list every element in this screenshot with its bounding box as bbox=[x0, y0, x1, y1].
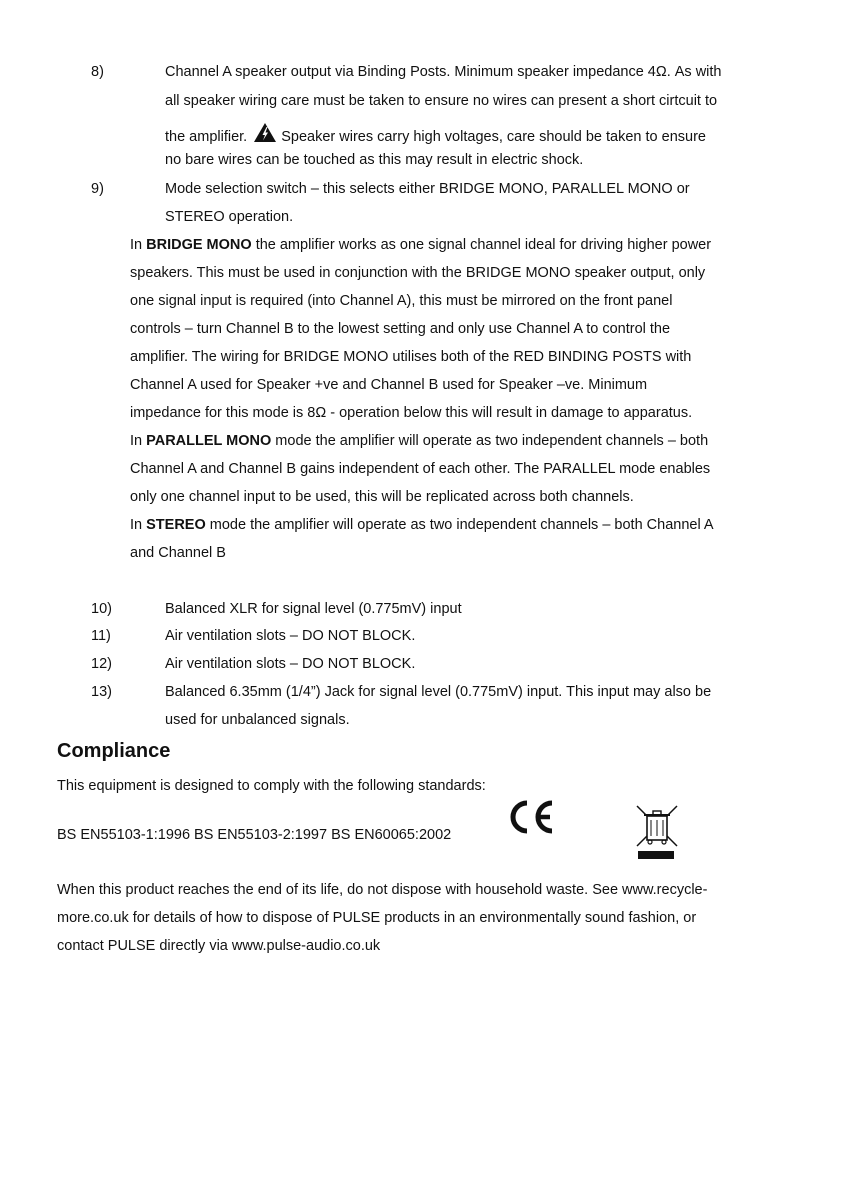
item-10-number: 10) bbox=[91, 601, 112, 617]
item-13-number: 13) bbox=[91, 684, 112, 700]
item-11-number: 11) bbox=[91, 628, 111, 644]
item-8-number: 8) bbox=[91, 64, 104, 80]
parallel-mono-term: PARALLEL MONO bbox=[146, 433, 272, 449]
item-12-number: 12) bbox=[91, 656, 112, 672]
parallel-mono-line-2: Channel A and Channel B gains independent of each other. The PARALLEL mode enables bbox=[130, 461, 711, 477]
bridge-mono-line-6: Channel A used for Speaker +ve and Channel B used for Speaker –ve. Minimum bbox=[130, 377, 648, 393]
ce-mark-icon bbox=[508, 800, 556, 839]
compliance-heading: Compliance bbox=[57, 740, 171, 762]
stereo-in-word: In bbox=[130, 517, 143, 533]
high-voltage-warning-icon bbox=[253, 122, 277, 148]
bridge-mono-line-3: one signal input is required (into Channel A), this must be mirrored on the front panel bbox=[130, 293, 673, 309]
stereo-text-1: mode the amplifier will operate as two independent channels – both Channel A bbox=[209, 517, 714, 533]
item-9-number: 9) bbox=[91, 181, 104, 197]
item-8-line-3b: Speaker wires carry high voltages, care should be taken to ensure bbox=[281, 129, 706, 145]
bridge-mono-line-2: speakers. This must be used in conjunction with the BRIDGE MONO speaker output, only bbox=[130, 265, 706, 281]
stereo-line-2: and Channel B bbox=[130, 545, 226, 561]
parallel-mono-line-1 bbox=[130, 432, 708, 450]
bridge-mono-line-5: amplifier. The wiring for BRIDGE MONO utilises both of the RED BINDING POSTS with bbox=[130, 349, 692, 365]
stereo-line-1 bbox=[130, 516, 714, 534]
bridge-mono-line-1 bbox=[130, 236, 711, 254]
compliance-standards: BS EN55103-1:1996 BS EN55103-2:1997 BS EN60065:2002 bbox=[57, 827, 452, 843]
disposal-line-1: When this product reaches the end of its life, do not dispose with household waste. See www.recycle- bbox=[57, 882, 708, 898]
bridge-mono-term: BRIDGE MONO bbox=[146, 237, 252, 253]
bridge-mono-line-7: impedance for this mode is 8Ω - operation below this will result in damage to apparatus. bbox=[130, 405, 693, 421]
item-8-line-2: all speaker wiring care must be taken to ensure no wires can present a short cirtcuit to bbox=[165, 93, 718, 109]
item-8-line-3a: the amplifier. bbox=[165, 129, 248, 145]
item-10-line-1: Balanced XLR for signal level (0.775mV) input bbox=[165, 601, 462, 617]
disposal-line-2: more.co.uk for details of how to dispose of PULSE products in an environmentally sound fashion, or bbox=[57, 910, 697, 926]
item-12-line-1: Air ventilation slots – DO NOT BLOCK. bbox=[165, 656, 416, 672]
item-8-line-1: Channel A speaker output via Binding Posts. Minimum speaker impedance 4Ω. As with bbox=[165, 64, 722, 80]
item-13-line-2: used for unbalanced signals. bbox=[165, 712, 350, 728]
item-9-line-2: STEREO operation. bbox=[165, 209, 294, 225]
item-8-line-4: no bare wires can be touched as this may result in electric shock. bbox=[165, 152, 584, 168]
item-13-line-1: Balanced 6.35mm (1/4”) Jack for signal level (0.775mV) input. This input may also be bbox=[165, 684, 712, 700]
item-8-line-3 bbox=[165, 122, 706, 148]
bridge-mono-text-1: the amplifier works as one signal channel ideal for driving higher power bbox=[255, 237, 712, 253]
stereo-term: STEREO bbox=[146, 517, 206, 533]
parallel-in-word: In bbox=[130, 433, 143, 449]
parallel-mono-line-3: only one channel input to be used, this will be replicated across both channels. bbox=[130, 489, 634, 505]
parallel-mono-text-1: mode the amplifier will operate as two independent channels – both bbox=[275, 433, 709, 449]
bridge-mono-line-4: controls – turn Channel B to the lowest setting and only use Channel A to control the bbox=[130, 321, 671, 337]
weee-crossed-bin-icon bbox=[634, 803, 680, 866]
disposal-line-3: contact PULSE directly via www.pulse-audio.co.uk bbox=[57, 938, 381, 954]
bridge-in-word: In bbox=[130, 237, 143, 253]
item-11-line-1: Air ventilation slots – DO NOT BLOCK. bbox=[165, 628, 416, 644]
compliance-intro: This equipment is designed to comply with the following standards: bbox=[57, 778, 486, 794]
item-9-line-1: Mode selection switch – this selects either BRIDGE MONO, PARALLEL MONO or bbox=[165, 181, 690, 197]
